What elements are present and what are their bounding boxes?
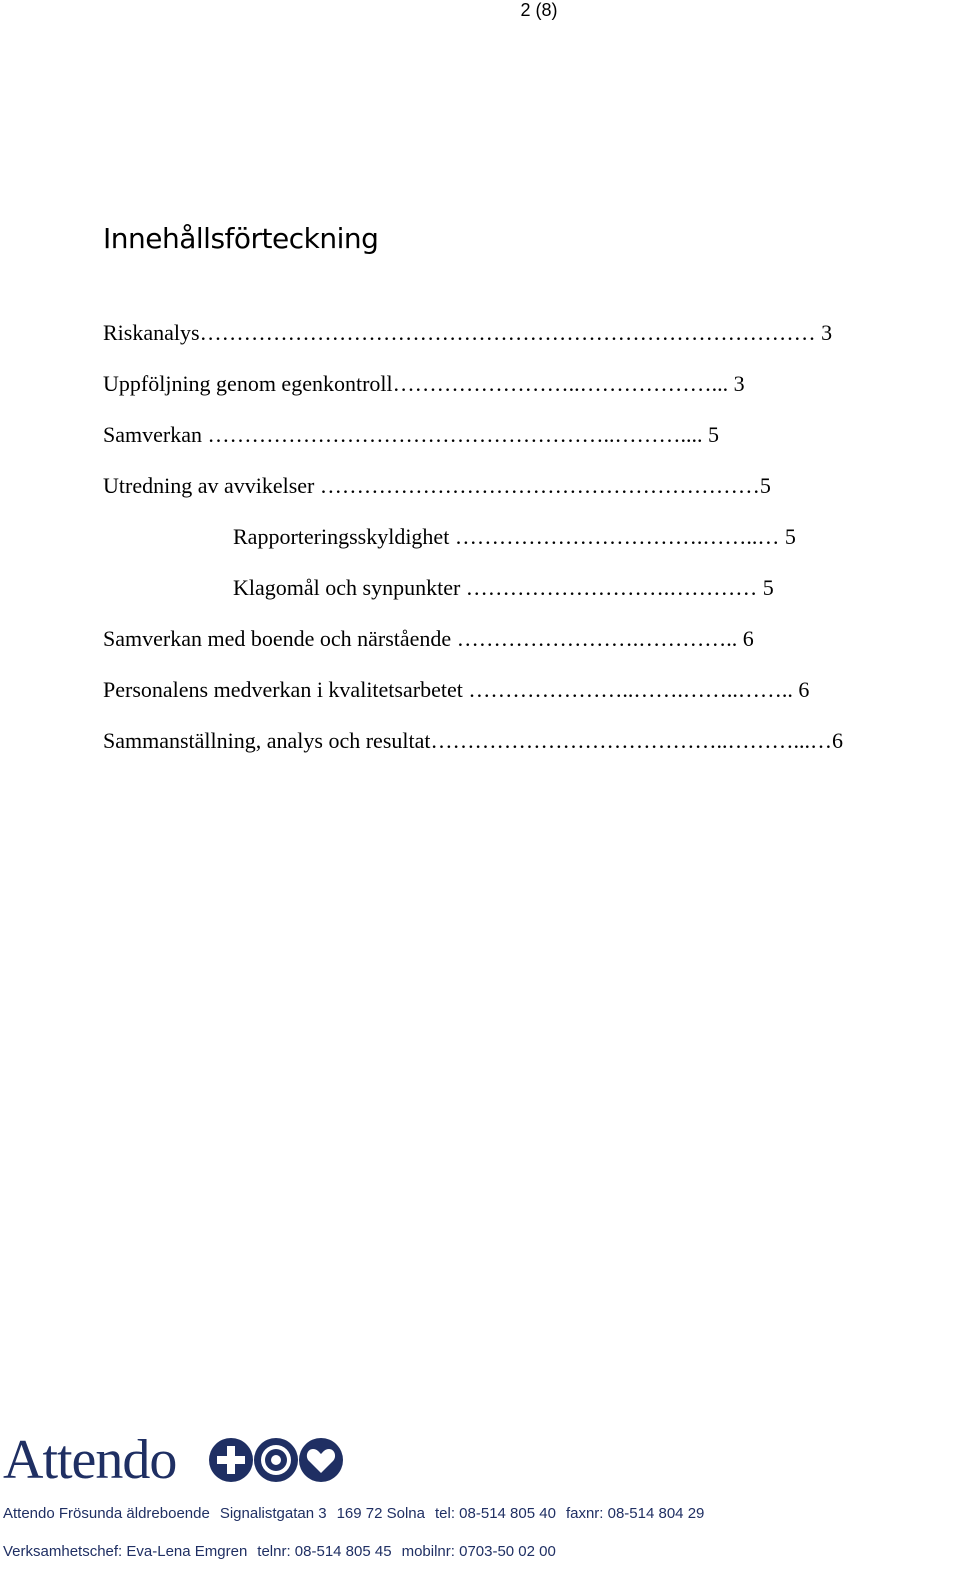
toc-entry-utredning[interactable] [103,469,945,520]
toc-entry-title: Rapporteringsskyldighet [233,524,455,549]
footer-contact-line [3,1505,714,1522]
footer-manager-mobile: mobilnr: 0703-50 02 00 [401,1543,556,1560]
toc-entry-title: Personalens medverkan i kvalitetsarbetet [103,677,469,702]
toc-entry-title: Uppföljning genom egenkontroll [103,371,393,396]
footer-postal: 169 72 Solna [336,1505,425,1522]
toc-entry-title: Riskanalys [103,320,200,345]
toc-entry-leader: …………………………………..………...… [430,728,832,753]
table-of-contents [103,316,945,775]
toc-entry-title: Samverkan med boende och närstående [103,626,457,651]
toc-entry-klagomal[interactable] [103,571,945,622]
footer-org-name: Attendo Frösunda äldreboende [3,1505,210,1522]
toc-entry-title: Samverkan [103,422,208,447]
toc-entry-title: Klagomål och synpunkter [233,575,466,600]
toc-entry-leader: …………………..…….……..…….. [468,677,799,702]
footer-phone: tel: 08-514 805 40 [435,1505,556,1522]
toc-entry-page: 3 [733,371,745,396]
toc-entry-leader: ……………………..………………... [392,371,734,396]
footer-manager-line [3,1543,566,1560]
toc-entry-rapporteringsskyldighet[interactable] [103,520,945,571]
toc-entry-samverkan-boende[interactable] [103,622,945,673]
toc-entry-page: 5 [759,473,771,498]
logo-wordmark: Attendo [3,1429,177,1491]
toc-entry-page: 5 [707,422,719,447]
toc-entry-page: 6 [742,626,754,651]
toc-entry-page: 5 [784,524,796,549]
toc-entry-leader: ………………………………………………..……….... [207,422,708,447]
footer-manager: Verksamhetschef: Eva-Lena Emgren [3,1543,248,1560]
logo-symbols-icon [209,1438,345,1486]
toc-entry-samverkan[interactable] [103,418,945,469]
toc-entry-leader: …………………….………….. [456,626,743,651]
toc-entry-riskanalys[interactable] [103,316,945,367]
toc-entry-sammanstallning[interactable] [103,724,945,775]
footer-fax: faxnr: 08-514 804 29 [565,1505,705,1522]
toc-entry-title: Sammanställning, analys och resultat [103,728,431,753]
toc-entry-uppfoljning[interactable] [103,367,945,418]
toc-entry-leader: ………………………………………………………………………… [199,320,822,345]
toc-entry-title: Utredning av avvikelser [103,473,320,498]
toc-entry-page: 6 [798,677,810,702]
footer-street: Signalistgatan 3 [219,1505,327,1522]
toc-entry-leader: ……………………….………… [465,575,763,600]
toc-entry-page: 5 [762,575,774,600]
toc-entry-leader: …………………………….……..… [454,524,785,549]
toc-heading: Innehållsförteckning [103,222,379,255]
toc-entry-page: 3 [821,320,833,345]
toc-entry-page: 6 [832,728,843,753]
attendo-logo [3,1430,348,1490]
page-number: 2 (8) [520,0,558,20]
footer-manager-phone: telnr: 08-514 805 45 [257,1543,392,1560]
toc-entry-personalens-medverkan[interactable] [103,673,945,724]
toc-entry-leader: …………………………………………………… [319,473,760,498]
